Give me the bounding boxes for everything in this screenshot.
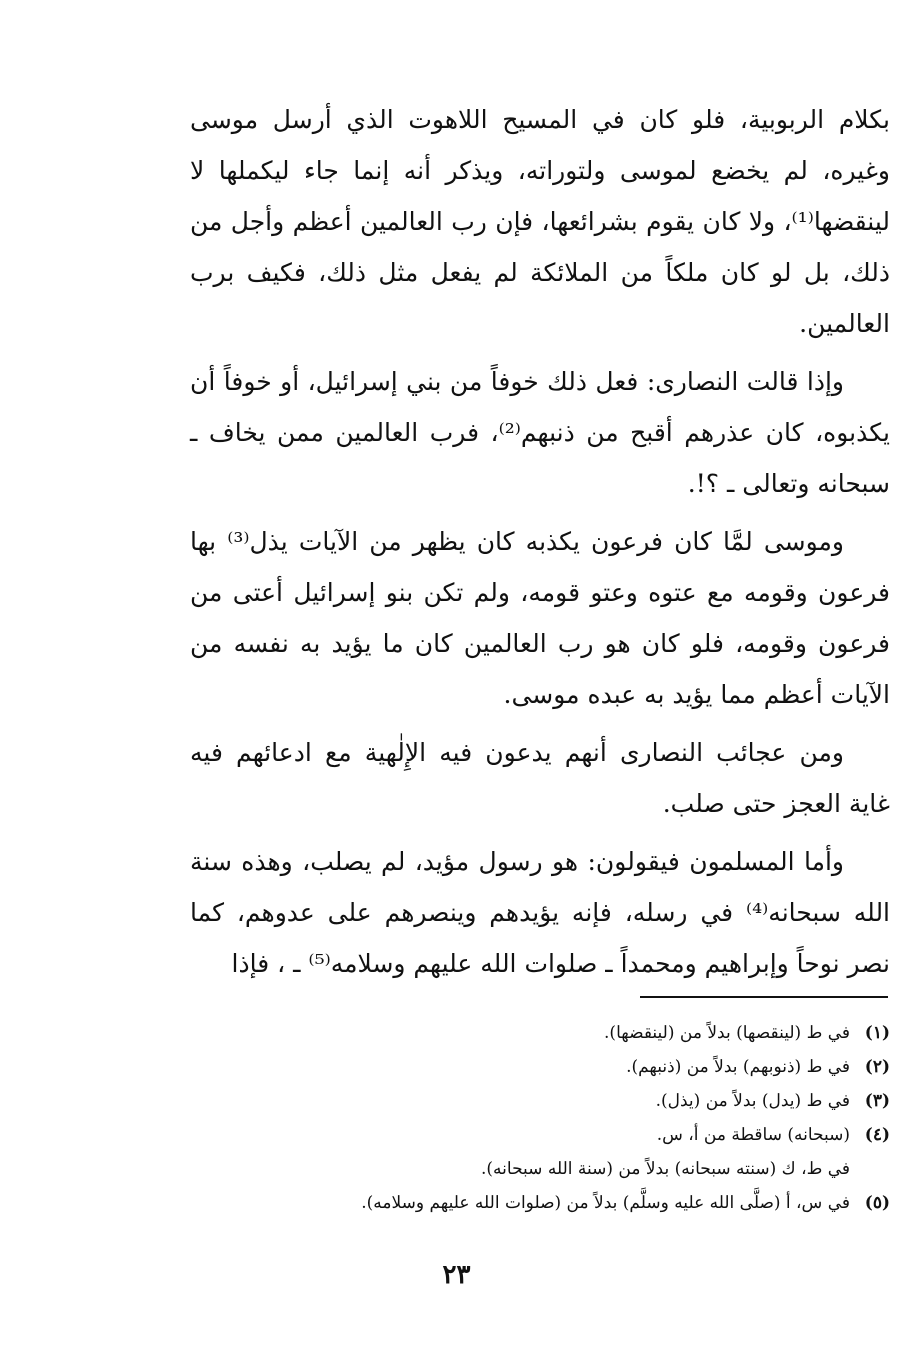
footnote-number: (٥) — [864, 1193, 890, 1213]
footnote-5 — [190, 1186, 890, 1220]
paragraph-5: وأما المسلمون فيقولون: هو رسول مؤيد، لم يصلب، وهذه سنة الله سبحانه⁽⁴⁾ في رسله، فإنه يؤيدهم وينصرهم على عدوهم، كما نصر نوحاً وإبراهيم ومحمداً ـ صلوات الله عليهم وسلامه⁽⁵⁾ ـ ، فإذا — [190, 847, 891, 978]
footnote-number: (٤) — [864, 1125, 890, 1145]
footnote-text: في س، أ (صلَّى الله عليه وسلَّم) بدلاً من (صلوات الله عليهم وسلامه). — [361, 1193, 850, 1213]
footnote-text: (سبحانه) ساقطة من أ، س. — [656, 1125, 850, 1145]
footnote-1 — [190, 1016, 890, 1050]
paragraph-2: وإذا قالت النصارى: فعل ذلك خوفاً من بني إسرائيل، أو خوفاً أن يكذبوه، كان عذرهم أقبح من ذنبهم⁽²⁾، فرب العالمين ممن يخاف ـ سبحانه وتعالى ـ ؟!. — [190, 367, 890, 498]
footnote-text: في ط، ك (سنته سبحانه) بدلاً من (سنة الله سبحانه). — [481, 1159, 850, 1179]
page-number: ٢٣ — [442, 1260, 471, 1290]
main-text — [190, 94, 890, 996]
footnote-text: في ط (ذنوبهم) بدلاً من (ذنبهم). — [626, 1057, 850, 1077]
footnote-4-continued — [190, 1152, 890, 1186]
footnote-3 — [190, 1084, 890, 1118]
footnote-number: (٢) — [864, 1057, 890, 1077]
footnote-number: (٣) — [864, 1091, 890, 1111]
footnote-4 — [190, 1118, 890, 1152]
footnote-number: (١) — [864, 1023, 890, 1043]
paragraph-1: بكلام الربوبية، فلو كان في المسيح اللاهوت الذي أرسل موسى وغيره، لم يخضع لموسى ولتوراته، ويذكر أنه إنما جاء ليكملها لا لينقضها⁽¹⁾، ولا كان يقوم بشرائعها، فإن رب العالمين أعظم وأجل من ذلك، بل لو كان ملكاً من الملائكة لم يفعل مثل ذلك، فكيف برب العالمين. — [190, 105, 890, 338]
footnote-2 — [190, 1050, 890, 1084]
footnote-divider — [640, 996, 888, 998]
footnote-text: في ط (يدل) بدلاً من (يذل). — [655, 1091, 850, 1111]
footnotes — [190, 1016, 890, 1220]
paragraph-4: ومن عجائب النصارى أنهم يدعون فيه الإِلٰهية مع ادعائهم فيه غاية العجز حتى صلب. — [190, 738, 890, 818]
footnote-number — [850, 1152, 890, 1186]
footnote-text: في ط (لينقصها) بدلاً من (لينقضها). — [604, 1023, 850, 1043]
paragraph-3: وموسى لمَّا كان فرعون يكذبه كان يظهر من الآيات يذل⁽³⁾ بها فرعون وقومه مع عتوه وعتو قومه، ولم تكن بنو إسرائيل أعتى من فرعون وقومه، فلو كان هو رب العالمين كان ما يؤيد به نفسه من الآيات أعظم مما يؤيد به عبده موسى. — [190, 527, 890, 709]
